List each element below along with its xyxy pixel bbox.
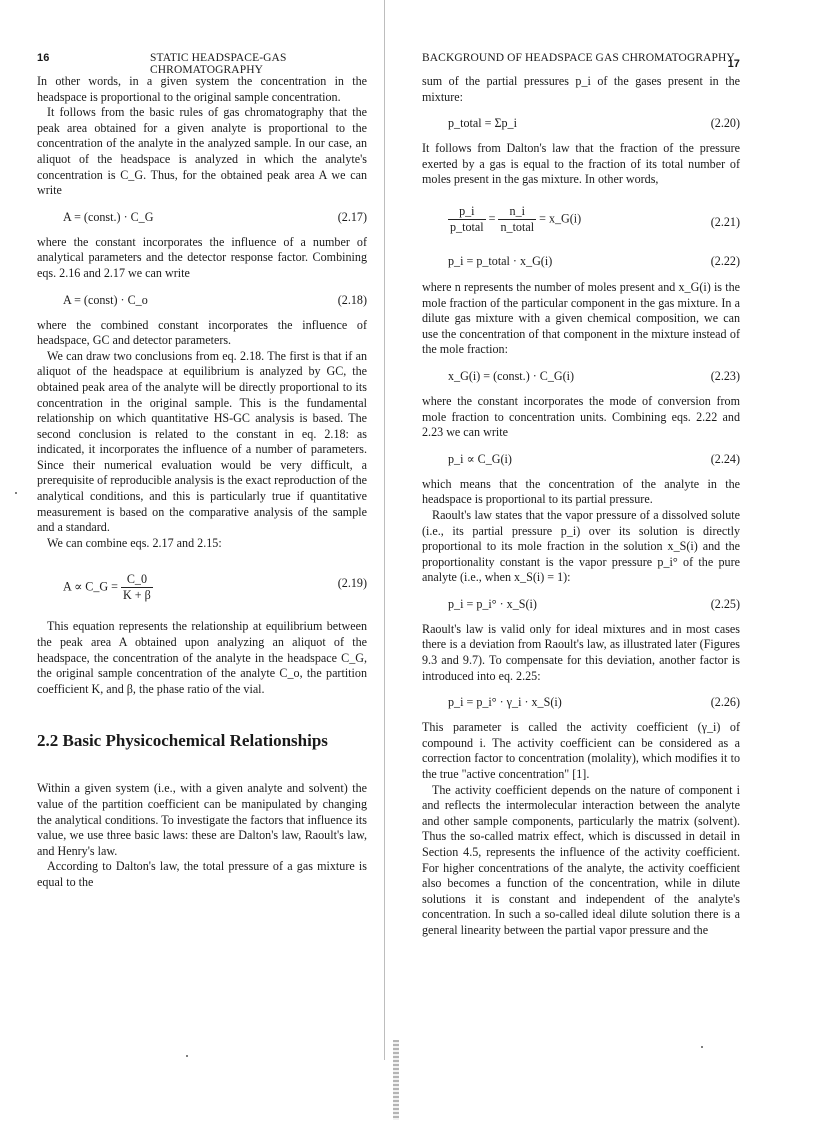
equation-number: (2.24) bbox=[710, 451, 740, 466]
fraction-numerator: n_i bbox=[498, 204, 536, 220]
equation-number: (2.25) bbox=[710, 596, 740, 611]
page-number: 17 bbox=[727, 58, 740, 70]
equation-2-25 bbox=[422, 593, 740, 615]
equation-expression: p_i = p_total · x_G(i) bbox=[448, 253, 553, 268]
equation-2-26 bbox=[422, 691, 740, 713]
paragraph: Raoult's law is valid only for ideal mixtures and in most cases there is a deviation from Raoult's law, as illustrated later (Figures 9.3 and 9.7). To compensate for this deviation, another factor is introduced into eq. 2.25: bbox=[422, 621, 740, 683]
equation-expression: p_i = p_i° · x_S(i) bbox=[448, 596, 537, 611]
equation-2-24 bbox=[422, 448, 740, 470]
paragraph: We can draw two conclusions from eq. 2.18. The first is that if an aliquot of the headspace at equilibrium is analyzed by GC, the obtained peak area of the analyte will be directly proportional to its concentration in the original sample. This is the fundamental relationship on which quantitative HS-GC analysis is based. The second conclusion is related to the constant in eq. 2.18: as indicated, it incorporates the influence of a number of parameters. Since their numerical evaluation would be very difficult, a prerequisite of reproducible analysis is the exact reproduction of the analytical conditions, and this is particularly true if quantitative measurement is based on the comparative analysis of the sample and a standard. bbox=[37, 348, 367, 535]
header-title: STATIC HEADSPACE-GAS CHROMATOGRAPHY bbox=[150, 52, 287, 76]
equation-number: (2.26) bbox=[710, 695, 740, 710]
equation-2-20 bbox=[422, 112, 740, 134]
equation-2-22 bbox=[422, 250, 740, 272]
equation-number: (2.21) bbox=[710, 214, 740, 229]
fraction-denominator: n_total bbox=[500, 219, 535, 234]
paragraph: According to Dalton's law, the total pressure of a gas mixture is equal to the bbox=[37, 859, 367, 889]
running-header bbox=[422, 52, 740, 74]
paragraph: It follows from the basic rules of gas chromatography that the peak area obtained for a given analyte is proportional to the concentration of the analyte in the analyzed sample. In our case, an aliquot of the headspace is analyzed in which the analyte's concentration is C_G. Thus, for the obtained peak area A we can write bbox=[37, 105, 367, 198]
left-page bbox=[37, 0, 367, 891]
equation-expression: p_total = Σp_i bbox=[448, 116, 517, 131]
right-page bbox=[422, 0, 740, 939]
equation-expression: A = (const) · C_o bbox=[63, 292, 148, 307]
fraction-numerator: C_0 bbox=[121, 572, 153, 588]
scan-speck bbox=[15, 492, 17, 494]
paragraph: where the constant incorporates the mode of conversion from mole fraction to concentration units. Combining eqs. 2.22 and 2.23 we can write bbox=[422, 393, 740, 440]
running-header bbox=[37, 52, 367, 74]
paragraph: which means that the concentration of the analyte in the headspace is proportional to its partial pressure. bbox=[422, 476, 740, 507]
paragraph: Raoult's law states that the vapor pressure of a dissolved solute (i.e., its partial pressure p_i) over its solution is directly proportional to its mole fraction in the solution x_S(i) and the proportionality constant is the vapor pressure p_i° of the pure analyte (i.e., when x_S(i) = 1): bbox=[422, 507, 740, 585]
equation-fraction bbox=[448, 204, 486, 235]
equation-2-18 bbox=[37, 289, 367, 311]
equation-number: (2.18) bbox=[337, 292, 367, 307]
scan-artifact bbox=[393, 1040, 399, 1120]
page-number: 16 bbox=[37, 52, 50, 64]
paragraph: where the constant incorporates the influence of a number of analytical parameters and the detector response factor. Combining eqs. 2.16 and 2.17 we can write bbox=[37, 234, 367, 280]
equation-2-23 bbox=[422, 365, 740, 387]
paragraph: where n represents the number of moles present and x_G(i) is the mole fraction of the particular component in the gas mixture. In a dilute gas mixture with a given chemical composition, we can use the concentration of that component in the mixture instead of the mole fraction: bbox=[422, 279, 740, 357]
paragraph: This parameter is called the activity coefficient (γ_i) of compound i. The activity coefficient can be considered as a correction factor to concentration (molality), which modifies it to the true "active concentration" [1]. bbox=[422, 720, 740, 782]
equation-fraction bbox=[121, 572, 153, 603]
equation-rhs: = x_G(i) bbox=[539, 211, 582, 226]
equation-fraction bbox=[498, 204, 536, 235]
paragraph: sum of the partial pressures p_i of the gases present in the mixture: bbox=[422, 74, 740, 104]
paragraph: We can combine eqs. 2.17 and 2.15: bbox=[47, 535, 222, 550]
paragraph: This equation represents the relationship at equilibrium between the peak area A obtained upon analyzing an aliquot of the headspace, the concentration of the analyte in the headspace C_G, the original sample concentration of the analyte C_o, the partition coefficient K, and β, the phase ratio of the vial. bbox=[37, 619, 367, 696]
equation-expression: p_i ∝ C_G(i) bbox=[448, 451, 512, 466]
paragraph: Within a given system (i.e., with a given analyte and solvent) the value of the partition coefficient can be manipulated by changing the analytical conditions. To investigate the factors that influence its value, we use three basic laws: these are Dalton's law, Raoult's law, and Henry's law. bbox=[37, 781, 367, 858]
fraction-numerator: p_i bbox=[448, 204, 486, 220]
equation-number: (2.23) bbox=[710, 368, 740, 383]
fraction-denominator: p_total bbox=[450, 219, 484, 234]
section-heading: 2.2 Basic Physicochemical Relationships bbox=[37, 731, 328, 751]
scan-speck bbox=[701, 1046, 703, 1048]
equation-number: (2.17) bbox=[337, 209, 367, 224]
equation-expression: p_i = p_i° · γ_i · x_S(i) bbox=[448, 695, 562, 710]
page-gutter bbox=[384, 0, 385, 1060]
scan-speck bbox=[186, 1055, 188, 1057]
equation-expression: x_G(i) = (const.) · C_G(i) bbox=[448, 368, 575, 383]
equation-2-21: $\frac{p\_i}{\text{p\_total}}$ = $\frac{n\_i}{\text{n\_total}}$ = x_G(i) (2.21) bbox=[450, 203, 740, 234]
equation-number: (2.22) bbox=[710, 253, 740, 268]
equation-2-17 bbox=[37, 206, 367, 228]
equation-lhs: A ∝ C_G = bbox=[63, 579, 118, 594]
equation-2-19 bbox=[37, 561, 367, 605]
equation-number: (2.19) bbox=[337, 576, 367, 591]
paragraph: In other words, in a given system the concentration in the headspace is proportional to the original sample concentration. bbox=[37, 74, 367, 104]
equation-expression: A = (const.) · C_G bbox=[63, 209, 154, 224]
fraction-denominator: K + β bbox=[123, 588, 151, 603]
paragraph: It follows from Dalton's law that the fraction of the pressure exerted by a gas is equal to the fraction of its total number of moles present in the gas mixture. In other words, bbox=[422, 141, 740, 187]
paragraph: where the combined constant incorporates the influence of headspace, GC and detector parameters. bbox=[37, 317, 367, 348]
header-title: BACKGROUND OF HEADSPACE GAS CHROMATOGRAPHY bbox=[422, 52, 735, 64]
equation-number: (2.20) bbox=[710, 116, 740, 131]
paragraph: The activity coefficient depends on the nature of component i and reflects the intermolecular interaction between the analyte and other sample components, particularly the matrix (solvent). Thus the so-called matrix effect, which is discussed in detail in Section 4.5, represents the influence of the activity coefficient. For higher concentrations of the analyte, the activity coefficient also becomes a function of the concentration, while in dilute solutions it is constant and independent of the analyte's concentration. In such a so-called ideal dilute solution there is a general linearity between the partial vapor pressure and the bbox=[422, 782, 740, 937]
